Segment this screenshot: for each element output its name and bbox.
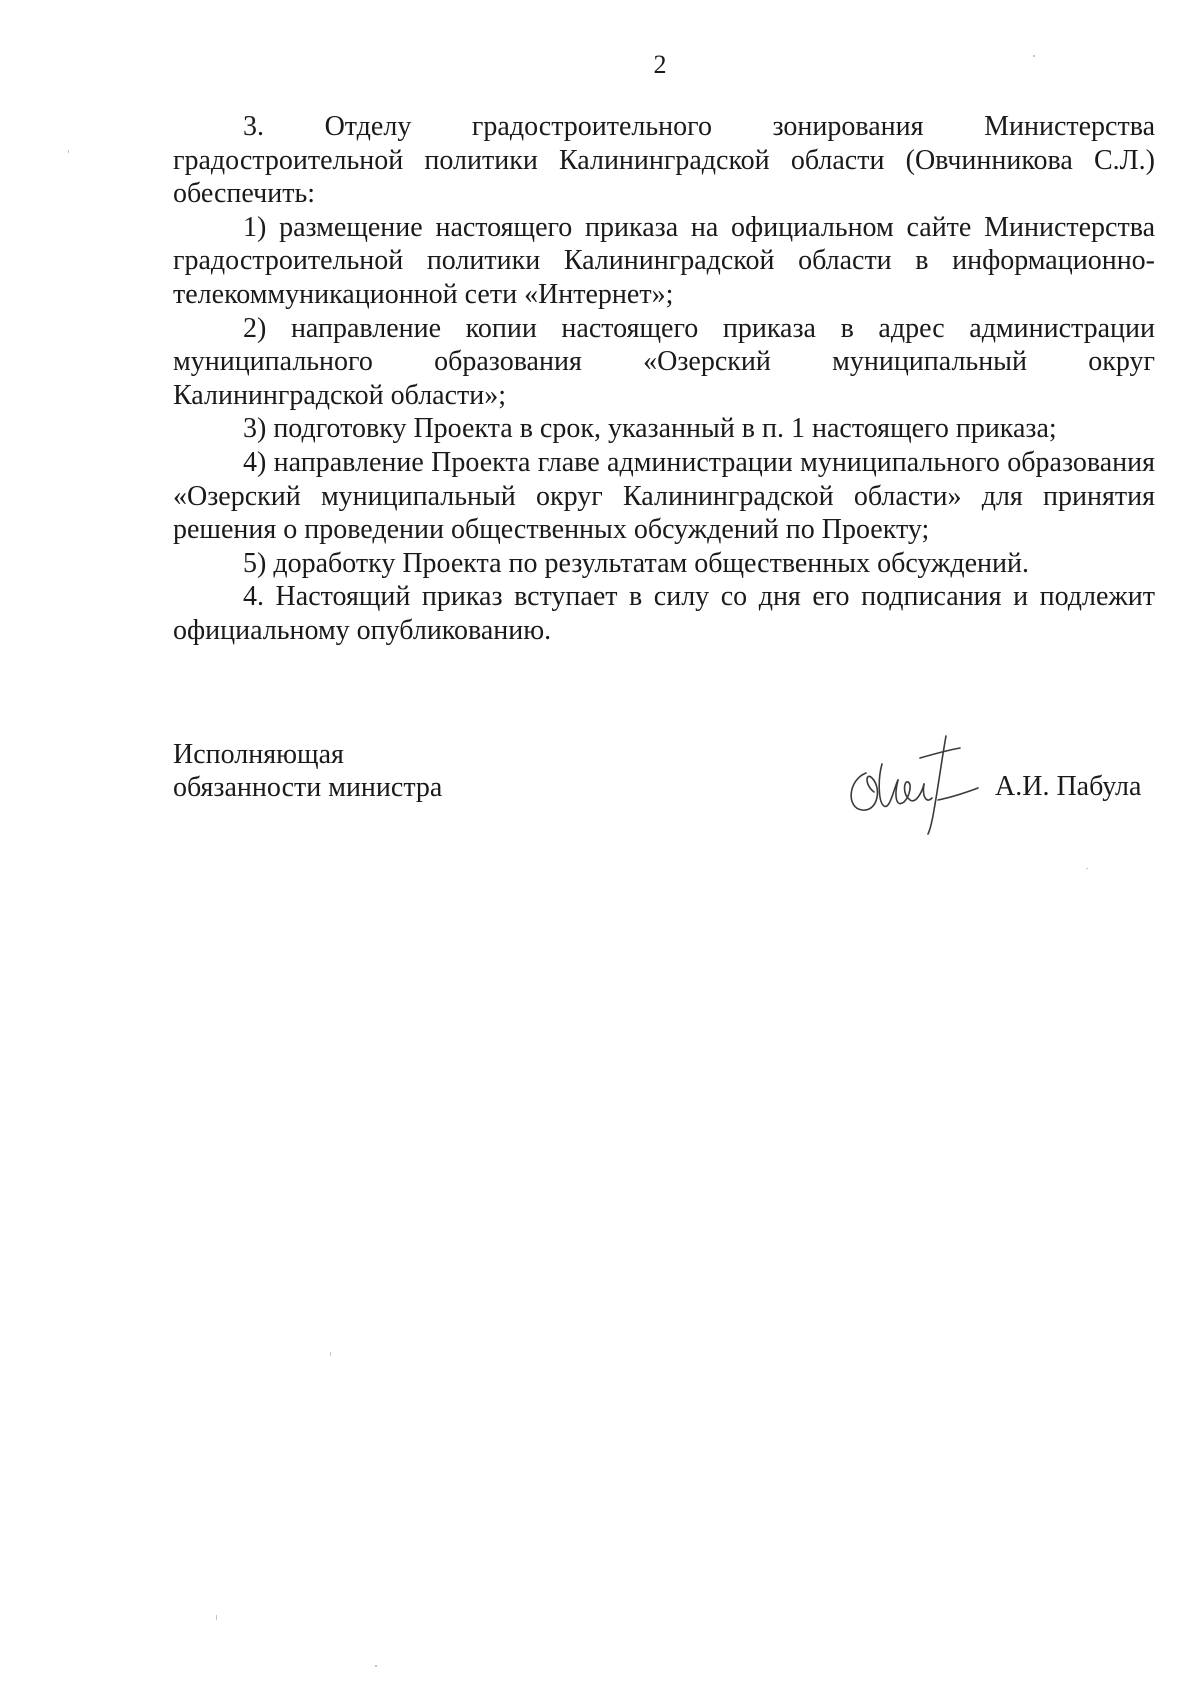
scan-speck bbox=[68, 150, 69, 153]
subitem-3: 3) подготовку Проекта в срок, указанный в п. 1 настоящего приказа; bbox=[243, 413, 1057, 445]
handwritten-signature bbox=[838, 718, 988, 838]
subitem-4: 4) направление Проекта главе администрации муниципального образования «Озерский муниципальный округ Калининградской области» для принятия решения о проведении общественных обсуждений по Проекту; bbox=[173, 446, 1155, 546]
paragraph-item-4: 4. Настоящий приказ вступает в силу со дня его подписания и подлежит официальному опубликованию. bbox=[173, 581, 1155, 646]
subitem-1: 1) размещение настоящего приказа на официальном сайте Министерства градостроительной политики Калининградской области в информационно-телекоммуникационной сети «Интернет»; bbox=[173, 211, 1155, 310]
page-number: 2 bbox=[653, 50, 667, 79]
scan-speck bbox=[1033, 55, 1035, 57]
paragraph-item-3: 3. Отделу градостроительного зонирования Министерства градостроительной политики Калининградской области (Овчинникова С.Л.) обеспечить: bbox=[173, 111, 1155, 210]
subitem-5: 5) доработку Проекта по результатам общественных обсуждений. bbox=[243, 547, 1029, 579]
signatory-position bbox=[173, 738, 442, 804]
position-line-1: Исполняющая bbox=[173, 739, 344, 770]
signer-name: А.И. Пабула bbox=[995, 771, 1142, 802]
scan-speck bbox=[1086, 868, 1088, 869]
position-line-2: обязанности министра bbox=[173, 772, 443, 803]
document-body bbox=[173, 110, 1155, 648]
scan-speck bbox=[330, 1352, 331, 1356]
scan-speck bbox=[375, 1665, 377, 1667]
scan-speck bbox=[216, 1615, 217, 1620]
subitem-2: 2) направление копии настоящего приказа в адрес администрации муниципального образования «Озерский муниципальный округ Калининградской области»; bbox=[173, 312, 1155, 411]
